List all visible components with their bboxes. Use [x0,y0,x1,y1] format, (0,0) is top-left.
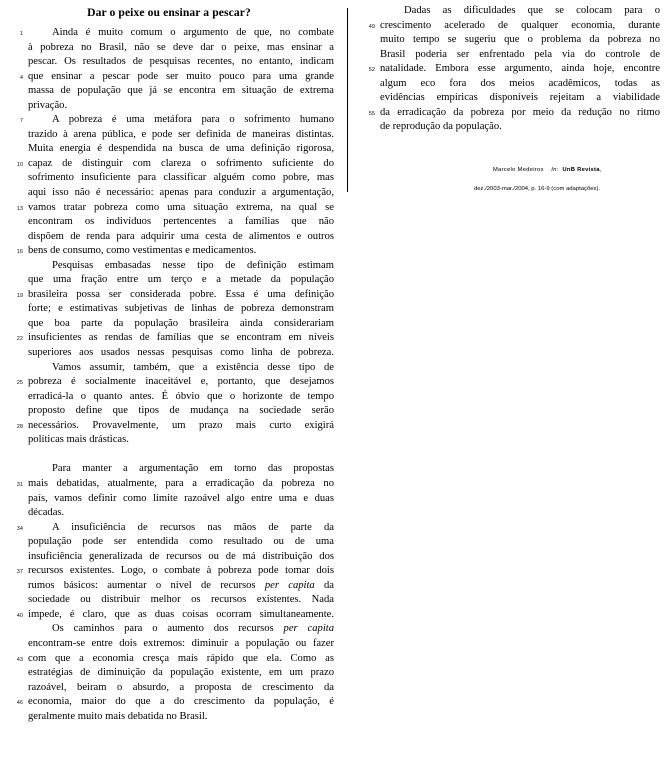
line-text: pobreza é socialmente inaceitável e, portanto, que desejamos [28,376,334,388]
text-line [356,120,660,135]
line-text: massa de população que já se encontra em situação de extrema [28,85,334,97]
line-number: 16 [16,249,23,256]
line-number: 55 [368,110,375,117]
text-line [4,404,334,419]
line-text: natalidade. Embora esse argumento, ainda hoje, encontre [380,63,660,75]
line-text: que boa parte da população brasileira ainda considerariam [28,317,334,329]
line-text: razoável, beiram o absurdo, a proposta de crescimento da [28,681,334,693]
text-line [4,419,334,434]
text-line [4,710,334,725]
text-line [356,106,660,121]
line-text: proposto define que tipos de mudança na sociedade serão [28,405,334,417]
line-text: insuficientes as rendas de famílias que se encontram em níveis [28,332,334,344]
text-line [4,564,334,579]
text-line [356,62,660,77]
line-text: sociedade ou distribuir melhor os recursos existentes. Nada [28,594,334,606]
line-text: décadas. [28,507,65,519]
line-text: brasileira possa ser considerada pobre. Essa é uma definição [28,288,334,300]
line-text: forte; e estimativas subjetivas de linhas de pobreza demonstram [28,303,334,315]
line-number: 19 [16,292,23,299]
line-text: de reprodução da população. [380,121,502,133]
text-line [4,26,334,41]
text-line [4,637,334,652]
line-text: trazido à arena pública, e pode ser definida de maneiras distintas. [28,128,334,140]
line-text: que uma fração entre um terço e a metade da população [28,274,334,286]
text-line [4,462,334,477]
text-line [4,390,334,405]
line-text: com que a economia cresça mais rápido que ela. Como as [28,652,334,664]
line-number: 49 [368,23,375,30]
line-text: encontram-se entre dois extremos: diminuir a população ou fazer [28,637,334,649]
line-text: erradicá-la o quanto antes. É óbvio que o horizonte de tempo [28,390,334,402]
line-text: bens de consumo, como vestimentas e medicamentos. [28,245,257,257]
line-text: rumos básicos: aumentar o nível de recursos per capita da [28,579,335,591]
line-text: geralmente muito mais debatida no Brasil. [28,710,208,722]
text-line [4,302,334,317]
text-line [356,48,660,63]
line-text: necessários. Provavelmente, um prazo mais curto exigirá [28,419,334,431]
text-line [4,361,334,376]
text-line [4,681,334,696]
text-line [4,492,334,507]
text-line [4,259,334,274]
line-number: 37 [16,569,23,576]
text-line [4,273,334,288]
line-text: crescimento acelerado de qualquer economia, durante [380,19,660,31]
text-line [4,84,334,99]
line-text: políticas mais drásticas. [28,434,129,446]
line-text: Para manter a argumentação em torno das propostas [52,463,334,475]
line-text: da erradicação da pobreza por meio da redução no ritmo [380,106,660,118]
line-text: Os caminhos para o aumento dos recursos per capita [52,623,335,635]
line-number: 4 [19,74,23,81]
text-line [4,535,334,550]
text-line [4,186,334,201]
line-text: estratégias de diminuição da população existente, em um prazo [28,667,334,679]
text-line [4,433,334,448]
text-line [4,215,334,230]
attribution-line-2: dez./2003-mar./2004, p. 16-9 (com adaptações). [474,186,601,193]
line-text: país, vamos definir como limite razoável algo entre uma e duas [28,492,334,504]
line-text: Vamos assumir, também, que a existência desse tipo de [52,361,334,373]
line-text: impede, é claro, que as duas coisas ocorram simultaneamente. [28,608,334,620]
text-line [4,55,334,70]
attribution-in-label: In [551,167,557,174]
line-number: 1 [19,31,23,37]
line-number: 22 [16,336,23,343]
line-text: evidências empíricas disponíveis rejeitam a viabilidade [380,92,660,104]
text-line [4,99,334,114]
text-line [4,113,334,128]
text-line [356,91,660,106]
line-text: economia, maior do que a do crescimento da população, é [28,696,334,708]
line-text: capaz de distinguir com clareza o sofrimento suficiente do [28,157,334,169]
text-line [4,695,334,710]
text-line [4,521,334,536]
text-line [4,230,334,245]
text-line [4,375,334,390]
text-line [356,33,660,48]
line-text: que ensinar a pescar pode ser muito pouco para uma grande [28,70,334,82]
line-text: A insuficiência de recursos nas mãos de parte da [52,521,334,533]
line-text: A pobreza é uma metáfora para o sofrimento humano [52,114,334,126]
line-text: recursos existentes. Logo, o combate à pobreza pode tomar dois [28,565,334,577]
line-number: 10 [16,161,23,168]
line-text: muito tempo se sugeriu que o problema da pobreza no [380,34,660,46]
text-line [4,608,334,623]
text-line [4,70,334,85]
line-text: à pobreza no Brasil, não se deve dar o peixe, mas ensinar a [28,41,334,53]
text-line [4,506,334,521]
line-text: Dadas as dificuldades que se colocam para o [404,5,660,16]
text-line [4,288,334,303]
line-number: 46 [16,700,23,707]
right-column [342,0,670,760]
line-text: pescar. Os resultados de pesquisas recentes, no entanto, indicam [28,56,334,68]
line-text: privação. [28,99,68,111]
line-number: 7 [19,118,23,125]
line-text: sofrimento insuficiente para classificar alguém como pobre, mas [28,172,334,184]
text-line [356,19,660,34]
line-number: 43 [16,656,23,663]
text-line [4,550,334,565]
line-text: vamos tratar pobreza como uma situação extrema, na qual se [28,201,334,213]
paragraph-gap [4,448,334,463]
text-line [4,593,334,608]
text-line [4,652,334,667]
text-line [4,579,334,594]
text-line [4,201,334,216]
text-line [4,142,334,157]
text-line [356,4,660,19]
line-text: população pode ser entendida como resultado ou de uma [28,536,334,548]
text-line [4,666,334,681]
text-line [4,346,334,361]
line-text: Ainda é muito comum o argumento de que, no combate [52,27,334,38]
line-text: Brasil poderia ser enfrentado pela via do controle de [380,48,660,60]
line-text: insuficiência generalizada de recursos ou de má distribuição dos [28,550,334,562]
line-number: 25 [16,380,23,387]
text-line [4,157,334,172]
text-line [4,331,334,346]
left-column-body [4,26,334,724]
attribution-line-1: Marcelo Medeiros In: UnB Revista, [492,167,602,174]
text-line [4,128,334,143]
text-line [356,77,660,92]
line-number: 31 [16,481,23,488]
text-line [4,622,334,637]
line-number: 28 [16,423,23,430]
line-text: mais debatidas, atualmente, para a erradicação da pobreza no [28,477,334,489]
right-column-body [356,4,660,135]
line-text: encontram os indivíduos pertencentes a famílias que não [28,216,334,228]
text-line [4,477,334,492]
text-line [4,244,334,259]
line-text: Pesquisas embasadas nesse tipo de definição estimam [52,259,334,271]
attribution-source: UnB Revista [562,167,600,174]
line-text: dispõem de renda para adquirir uma cesta de alimentos e outros [28,230,334,242]
source-attribution [356,157,660,195]
line-text: Muita energia é despendida na busca de uma definição rigorosa, [28,143,334,155]
line-number: 34 [16,525,23,532]
page-title: Dar o peixe ou ensinar a pescar? [87,6,251,19]
line-number: 52 [368,67,375,74]
line-text: aqui isso não é necessário: apenas para conduzir a argumentação, [28,187,334,199]
text-line [4,171,334,186]
line-text: superiores aos usados nessas pesquisas como linha de pobreza. [28,347,334,359]
attribution-author: Marcelo Medeiros [492,167,544,174]
text-line [4,317,334,332]
text-line [4,41,334,56]
line-number: 40 [16,612,23,619]
line-number: 13 [16,205,23,212]
line-text: algum eco fora dos meios acadêmicos, todas as [380,77,660,89]
